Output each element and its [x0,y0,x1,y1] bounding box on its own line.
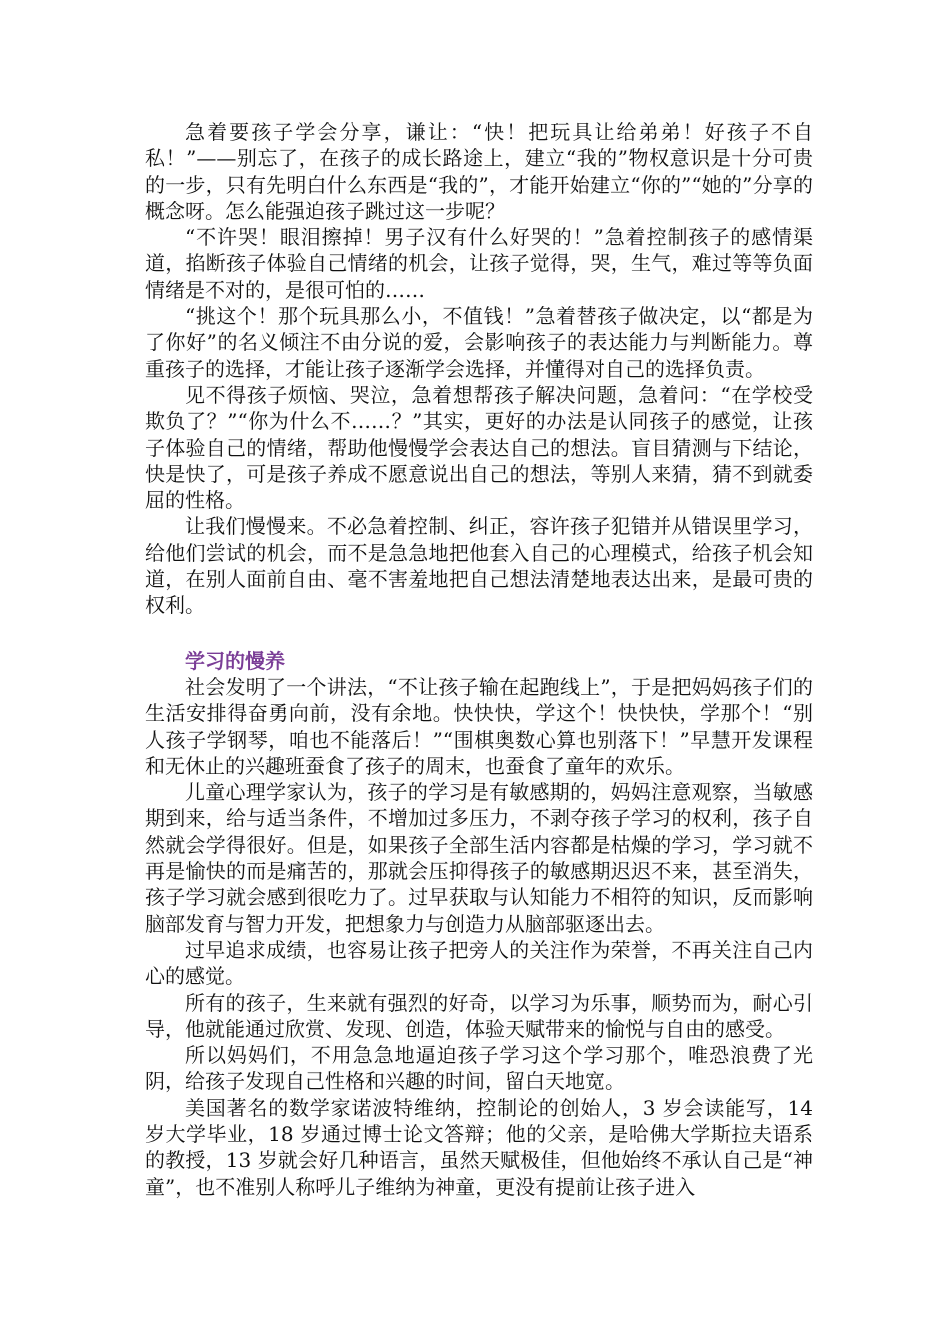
section-2 [145,674,813,1200]
paragraph: 让我们慢慢来。不必急着控制、纠正，容许孩子犯错并从错误里学习，给他们尝试的机会，而不是急急地把他套入自己的心理模式，给孩子机会知道，在别人面前自由、毫不害羞地把自己想法清楚地表达出来，是最可贵的权利。 [145,514,813,618]
paragraph: 所以妈妈们，不用急急地逼迫孩子学习这个学习那个，唯恐浪费了光阴，给孩子发现自己性格和兴趣的时间，留白天地宽。 [145,1043,813,1094]
paragraph: 所有的孩子，生来就有强烈的好奇，以学习为乐事，顺势而为，耐心引导，他就能通过欣赏、发现、创造，体验天赋带来的愉悦与自由的感受。 [145,990,813,1041]
section-1 [145,119,813,619]
paragraph: “不许哭！眼泪擦掉！男子汉有什么好哭的！”急着控制孩子的感情渠道，掐断孩子体验自己情绪的机会，让孩子觉得，哭，生气，难过等等负面情绪是不对的，是很可怕的…… [145,225,813,302]
paragraph: 见不得孩子烦恼、哭泣，急着想帮孩子解决问题，急着问：“在学校受欺负了？”“你为什么不……？”其实，更好的办法是认同孩子的感觉，让孩子体验自己的情绪，帮助他慢慢学会表达自己的想法。盲目猜测与下结论，快是快了，可是孩子养成不愿意说出自己的想法，等别人来猜，猜不到就委屈的性格。 [145,382,813,513]
paragraph: 急着要孩子学会分享，谦让：“快！把玩具让给弟弟！好孩子不自私！”——别忘了，在孩子的成长路途上，建立“我的”物权意识是十分可贵的一步，只有先明白什么东西是“我的”，才能开始建立“你的”“她的”分享的概念呀。怎么能强迫孩子跳过这一步呢？ [145,120,813,223]
paragraph: 社会发明了一个讲法，“不让孩子输在起跑线上”，于是把妈妈孩子们的生活安排得奋勇向前，没有余地。快快快，学这个！快快快，学那个！“别人孩子学钢琴，咱也不能落后！”“围棋奥数心算也别落下！”早慧开发课程和无休止的兴趣班蚕食了孩子的周末，也蚕食了童年的欢乐。 [145,674,813,778]
paragraph: 美国著名的数学家诺波特维纳，控制论的创始人，3 岁会读能写，14 岁大学毕业，18 岁通过博士论文答辩；他的父亲，是哈佛大学斯拉夫语系的教授，13 岁就会好几种语言，虽然天赋极佳，但他始终不承认自己是“神童”，也不准别人称呼儿子维纳为神童，更没有提前让孩子进入 [145,1095,813,1199]
paragraph: “挑这个！那个玩具那么小，不值钱！”急着替孩子做决定，以“都是为了你好”的名义倾注不由分说的爱，会影响孩子的表达能力与判断能力。尊重孩子的选择，才能让孩子逐渐学会选择，并懂得对自己的选择负责。 [145,304,813,381]
paragraph: 过早追求成绩，也容易让孩子把旁人的关注作为荣誉，不再关注自己内心的感觉。 [145,937,813,989]
document-body [145,119,813,1200]
paragraph: 儿童心理学家认为，孩子的学习是有敏感期的，妈妈注意观察，当敏感期到来，给与适当条件，不增加过多压力，不剥夺孩子学习的权利，孩子自然就会学得很好。但是，如果孩子全部生活内容都是枯燥的学习，学习就不再是愉快的而是痛苦的，那就会压抑得孩子的敏感期迟迟不来，甚至消失，孩子学习就会感到很吃力了。过早获取与认知能力不相符的知识，反而影响脑部发育与智力开发，把想象力与创造力从脑部驱逐出去。 [145,780,813,936]
section-heading: 学习的慢养 [185,648,285,673]
